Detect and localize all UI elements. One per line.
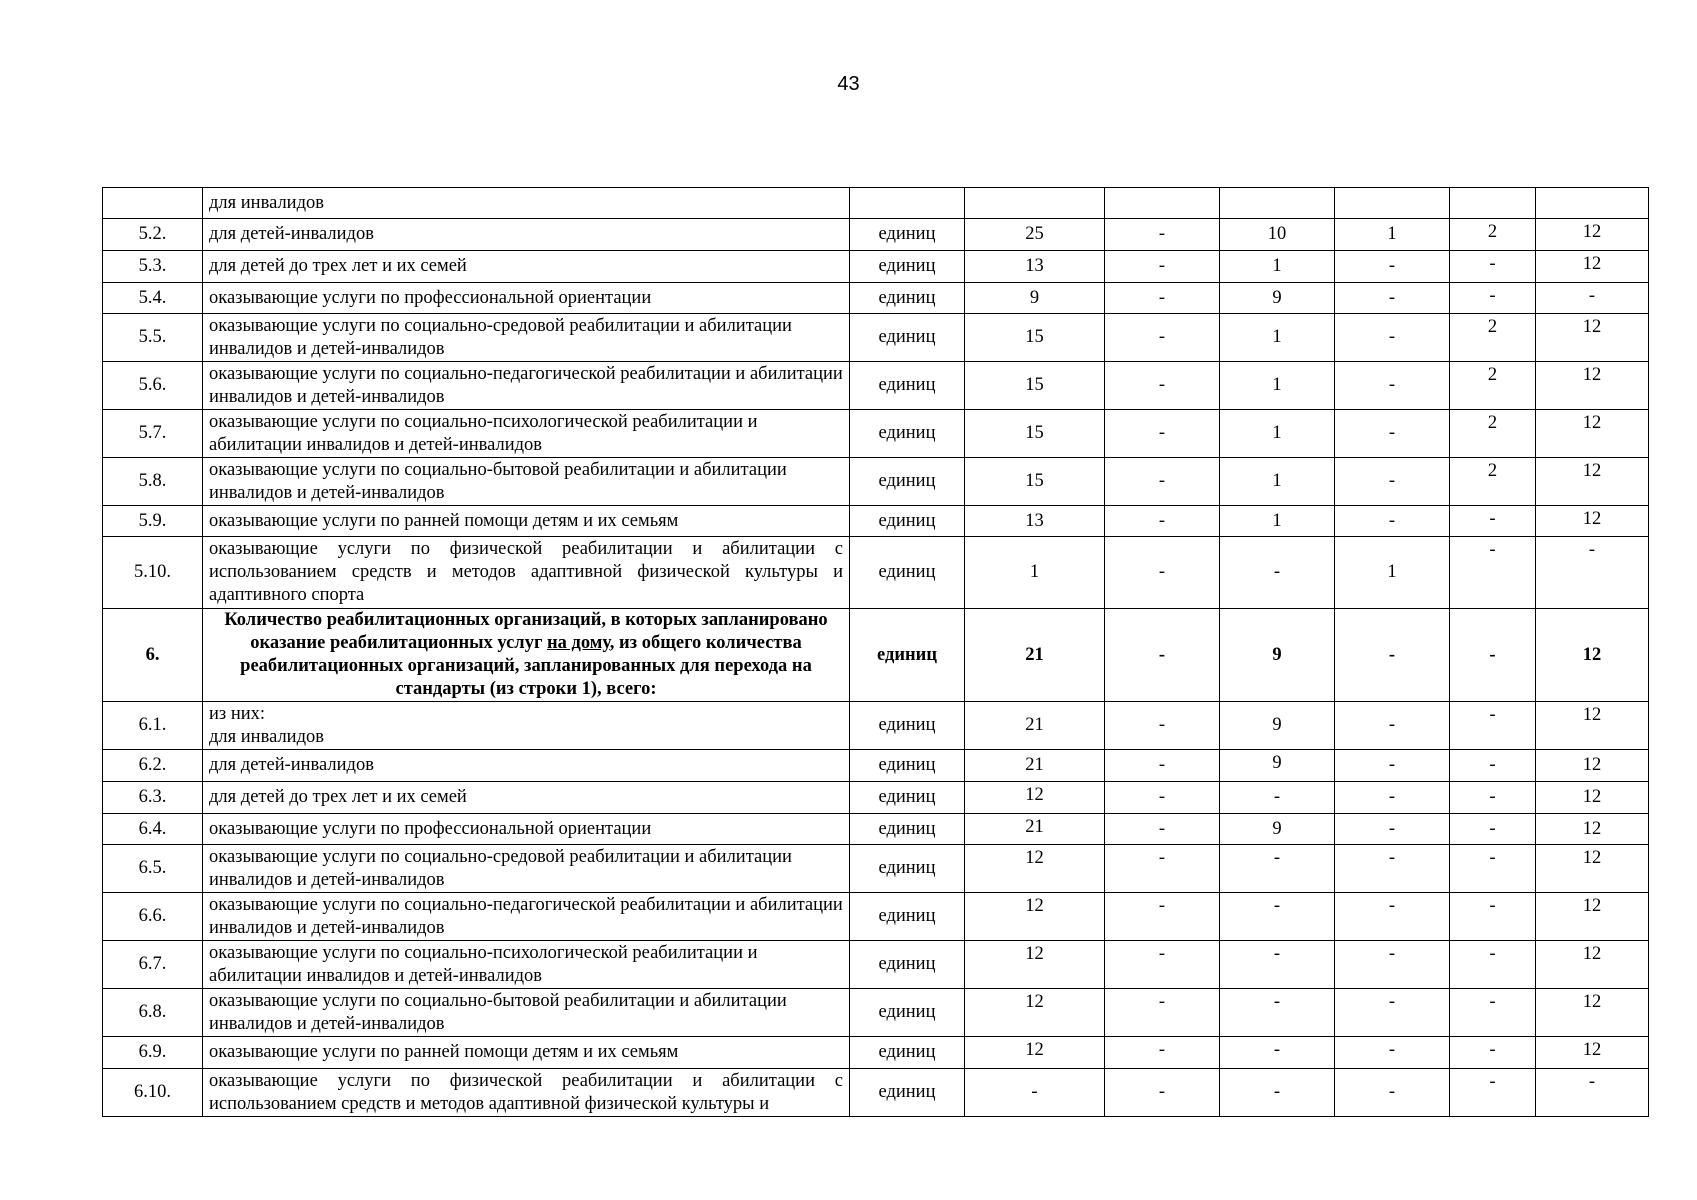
value-cell: 9 (1220, 702, 1335, 750)
row-name: оказывающие услуги по физической реабилитации и абилитации с использованием средств и методов адаптивной физической культуры и адаптивного спорта (203, 537, 850, 609)
value-cell: 12 (1536, 314, 1649, 362)
row-number: 6.5. (103, 845, 203, 893)
row-number: 6.3. (103, 782, 203, 814)
value-cell: 1 (1220, 251, 1335, 283)
value-cell: 9 (1220, 283, 1335, 314)
row-unit (850, 188, 965, 219)
table-row (103, 251, 1649, 283)
value-cell: 9 (1220, 609, 1335, 702)
row-name: оказывающие услуги по социально-бытовой реабилитации и абилитации инвалидов и детей-инвалидов (203, 989, 850, 1037)
table-row (103, 893, 1649, 941)
underlined-text: на дому (546, 633, 610, 653)
value-cell (1335, 188, 1450, 219)
value-cell: - (1335, 845, 1450, 893)
value-cell: - (1450, 1069, 1536, 1117)
value-cell: - (1105, 506, 1220, 537)
value-cell: - (1105, 537, 1220, 609)
value-cell: 21 (965, 750, 1105, 782)
value-cell: - (1220, 893, 1335, 941)
value-cell: 1 (1220, 410, 1335, 458)
row-number: 5.7. (103, 410, 203, 458)
row-number (103, 188, 203, 219)
row-name: для детей до трех лет и их семей (203, 251, 850, 283)
row-name: оказывающие услуги по ранней помощи детям и их семьям (203, 506, 850, 537)
value-cell: - (1450, 1037, 1536, 1069)
value-cell: 2 (1450, 362, 1536, 410)
value-cell: 1 (1220, 506, 1335, 537)
table-row (103, 750, 1649, 782)
row-number: 6.9. (103, 1037, 203, 1069)
row-name: для детей-инвалидов (203, 219, 850, 251)
row-number: 5.9. (103, 506, 203, 537)
value-cell: 12 (965, 1037, 1105, 1069)
table-row (103, 506, 1649, 537)
row-name: для инвалидов (203, 188, 850, 219)
value-cell: 2 (1450, 410, 1536, 458)
value-cell: - (1450, 989, 1536, 1037)
value-cell: - (1105, 782, 1220, 814)
row-number: 6.6. (103, 893, 203, 941)
row-number: 6.7. (103, 941, 203, 989)
row-name: оказывающие услуги по ранней помощи детям и их семьям (203, 1037, 850, 1069)
page-number: 43 (837, 73, 860, 95)
value-cell: - (1105, 1069, 1220, 1117)
row-name: для детей до трех лет и их семей (203, 782, 850, 814)
value-cell: - (1105, 251, 1220, 283)
value-cell: 25 (965, 219, 1105, 251)
value-cell: 21 (965, 609, 1105, 702)
row-name: оказывающие услуги по социально-психологической реабилитации и абилитации инвалидов и детей-инвалидов (203, 941, 850, 989)
data-table (102, 187, 1649, 1117)
row-number: 6.1. (103, 702, 203, 750)
value-cell: 1 (1220, 362, 1335, 410)
value-cell: 13 (965, 251, 1105, 283)
value-cell: 15 (965, 458, 1105, 506)
value-cell: 12 (1536, 458, 1649, 506)
value-cell: - (1105, 893, 1220, 941)
row-name: оказывающие услуги по физической реабилитации и абилитации с использованием средств и методов адаптивной физической культуры и (203, 1069, 850, 1117)
value-cell: 12 (965, 845, 1105, 893)
table-row (103, 989, 1649, 1037)
value-cell: - (1335, 506, 1450, 537)
table-row (103, 702, 1649, 750)
value-cell: - (1450, 283, 1536, 314)
row-number: 6.2. (103, 750, 203, 782)
value-cell: - (1335, 893, 1450, 941)
value-cell: - (1450, 506, 1536, 537)
value-cell: - (1450, 251, 1536, 283)
value-cell: - (1536, 283, 1649, 314)
table-row (103, 219, 1649, 251)
value-cell: - (1450, 893, 1536, 941)
value-cell: - (1335, 283, 1450, 314)
value-cell: - (1335, 814, 1450, 845)
value-cell: - (1450, 609, 1536, 702)
value-cell: 12 (1536, 609, 1649, 702)
table-row (103, 188, 1649, 219)
value-cell: 2 (1450, 314, 1536, 362)
value-cell: - (1105, 845, 1220, 893)
value-cell: - (1220, 845, 1335, 893)
row-unit: единиц (850, 782, 965, 814)
value-cell: - (1335, 251, 1450, 283)
value-cell: 9 (1220, 814, 1335, 845)
table-row (103, 1069, 1649, 1117)
value-cell: - (1220, 537, 1335, 609)
table-row (103, 782, 1649, 814)
row-name: оказывающие услуги по социально-педагогической реабилитации и абилитации инвалидов и детей-инвалидов (203, 362, 850, 410)
value-cell: 2 (1450, 458, 1536, 506)
row-name: оказывающие услуги по социально-средовой реабилитации и абилитации инвалидов и детей-инвалидов (203, 314, 850, 362)
value-cell: 12 (965, 893, 1105, 941)
value-cell: - (1105, 410, 1220, 458)
value-cell: 12 (1536, 362, 1649, 410)
row-number: 5.5. (103, 314, 203, 362)
value-cell: - (1335, 702, 1450, 750)
row-unit: единиц (850, 893, 965, 941)
row-name-part: , из общего количества реабилитационных организаций, запланированных для перехода на стандарты (из строки 1), всего: (240, 633, 812, 699)
row-number: 5.3. (103, 251, 203, 283)
row-unit: единиц (850, 283, 965, 314)
value-cell: - (1536, 537, 1649, 609)
value-cell: - (1220, 941, 1335, 989)
value-cell: - (1335, 750, 1450, 782)
table-row (103, 814, 1649, 845)
row-number: 5.6. (103, 362, 203, 410)
table-row (103, 1037, 1649, 1069)
value-cell: - (1335, 941, 1450, 989)
row-name (203, 702, 850, 750)
row-name: оказывающие услуги по профессиональной ориентации (203, 814, 850, 845)
value-cell: - (965, 1069, 1105, 1117)
value-cell: - (1105, 989, 1220, 1037)
row-number: 5.10. (103, 537, 203, 609)
row-name: оказывающие услуги по социально-педагогической реабилитации и абилитации инвалидов и детей-инвалидов (203, 893, 850, 941)
value-cell: - (1105, 283, 1220, 314)
table-row (103, 845, 1649, 893)
row-unit: единиц (850, 1069, 965, 1117)
table-row (103, 941, 1649, 989)
row-unit: единиц (850, 219, 965, 251)
value-cell: - (1335, 1037, 1450, 1069)
value-cell: - (1105, 814, 1220, 845)
row-number: 6.4. (103, 814, 203, 845)
value-cell: - (1220, 782, 1335, 814)
value-cell: - (1105, 1037, 1220, 1069)
value-cell (1220, 188, 1335, 219)
value-cell: 12 (1536, 506, 1649, 537)
value-cell: - (1450, 537, 1536, 609)
value-cell: - (1450, 702, 1536, 750)
row-name: оказывающие услуги по социально-средовой реабилитации и абилитации инвалидов и детей-инвалидов (203, 845, 850, 893)
value-cell: - (1536, 1069, 1649, 1117)
row-unit: единиц (850, 845, 965, 893)
value-cell: - (1335, 1069, 1450, 1117)
value-cell (1450, 188, 1536, 219)
value-cell: - (1105, 941, 1220, 989)
value-cell (965, 188, 1105, 219)
value-cell: 12 (1536, 219, 1649, 251)
value-cell: - (1450, 782, 1536, 814)
row-unit: единиц (850, 941, 965, 989)
value-cell: 1 (1220, 314, 1335, 362)
row-unit: единиц (850, 609, 965, 702)
value-cell: - (1450, 814, 1536, 845)
value-cell: - (1450, 845, 1536, 893)
value-cell: - (1335, 458, 1450, 506)
value-cell: 15 (965, 410, 1105, 458)
value-cell: 15 (965, 314, 1105, 362)
row-unit: единиц (850, 750, 965, 782)
table-row (103, 410, 1649, 458)
value-cell: 12 (965, 989, 1105, 1037)
row-unit: единиц (850, 702, 965, 750)
value-cell: 12 (1536, 989, 1649, 1037)
value-cell: 1 (1335, 219, 1450, 251)
value-cell: - (1220, 989, 1335, 1037)
value-cell: 9 (965, 283, 1105, 314)
row-number: 6.8. (103, 989, 203, 1037)
row-name: для детей-инвалидов (203, 750, 850, 782)
value-cell: - (1450, 941, 1536, 989)
value-cell: - (1450, 750, 1536, 782)
value-cell: 9 (1220, 750, 1335, 782)
value-cell: 15 (965, 362, 1105, 410)
value-cell: - (1335, 989, 1450, 1037)
row-unit: единиц (850, 458, 965, 506)
value-cell: 12 (1536, 782, 1649, 814)
row-unit: единиц (850, 251, 965, 283)
row-unit: единиц (850, 362, 965, 410)
row-number: 6.10. (103, 1069, 203, 1117)
row-unit: единиц (850, 506, 965, 537)
row-unit: единиц (850, 314, 965, 362)
row-number: 5.8. (103, 458, 203, 506)
value-cell: - (1105, 702, 1220, 750)
table-row (103, 314, 1649, 362)
value-cell: 13 (965, 506, 1105, 537)
value-cell: - (1335, 609, 1450, 702)
table-row (103, 283, 1649, 314)
table-row (103, 458, 1649, 506)
value-cell: - (1335, 410, 1450, 458)
value-cell: 1 (965, 537, 1105, 609)
value-cell: 21 (965, 814, 1105, 845)
value-cell: - (1335, 362, 1450, 410)
row-name-line: для инвалидов (209, 726, 324, 747)
value-cell: - (1220, 1069, 1335, 1117)
value-cell: 10 (1220, 219, 1335, 251)
value-cell (1536, 188, 1649, 219)
value-cell (1105, 188, 1220, 219)
value-cell: 12 (965, 941, 1105, 989)
row-name: оказывающие услуги по социально-бытовой реабилитации и абилитации инвалидов и детей-инвалидов (203, 458, 850, 506)
value-cell: - (1105, 458, 1220, 506)
value-cell: 12 (965, 782, 1105, 814)
value-cell: - (1220, 1037, 1335, 1069)
table-row (103, 362, 1649, 410)
value-cell: 12 (1536, 750, 1649, 782)
row-name: оказывающие услуги по социально-психологической реабилитации и абилитации инвалидов и детей-инвалидов (203, 410, 850, 458)
row-unit: единиц (850, 989, 965, 1037)
row-number: 5.2. (103, 219, 203, 251)
value-cell: 2 (1450, 219, 1536, 251)
value-cell: 12 (1536, 941, 1649, 989)
value-cell: 12 (1536, 814, 1649, 845)
table-row (103, 537, 1649, 609)
value-cell: 12 (1536, 893, 1649, 941)
row-unit: единиц (850, 814, 965, 845)
table-row (103, 609, 1649, 702)
value-cell: 21 (965, 702, 1105, 750)
value-cell: - (1335, 782, 1450, 814)
row-name-line: из них: (209, 703, 266, 724)
row-unit: единиц (850, 537, 965, 609)
value-cell: 12 (1536, 251, 1649, 283)
value-cell: - (1105, 314, 1220, 362)
value-cell: - (1335, 314, 1450, 362)
value-cell: - (1105, 609, 1220, 702)
value-cell: - (1105, 750, 1220, 782)
row-unit: единиц (850, 1037, 965, 1069)
row-number: 6. (103, 609, 203, 702)
row-name-part: Количество реабилитационных организаций, в которых запланировано оказание реабилитационных услуг (224, 610, 828, 653)
row-name (203, 609, 850, 702)
value-cell: - (1105, 362, 1220, 410)
value-cell: 12 (1536, 845, 1649, 893)
value-cell: 1 (1335, 537, 1450, 609)
value-cell: 1 (1220, 458, 1335, 506)
row-number: 5.4. (103, 283, 203, 314)
row-name: оказывающие услуги по профессиональной ориентации (203, 283, 850, 314)
value-cell: - (1105, 219, 1220, 251)
value-cell: 12 (1536, 702, 1649, 750)
value-cell: 12 (1536, 410, 1649, 458)
row-unit: единиц (850, 410, 965, 458)
value-cell: 12 (1536, 1037, 1649, 1069)
